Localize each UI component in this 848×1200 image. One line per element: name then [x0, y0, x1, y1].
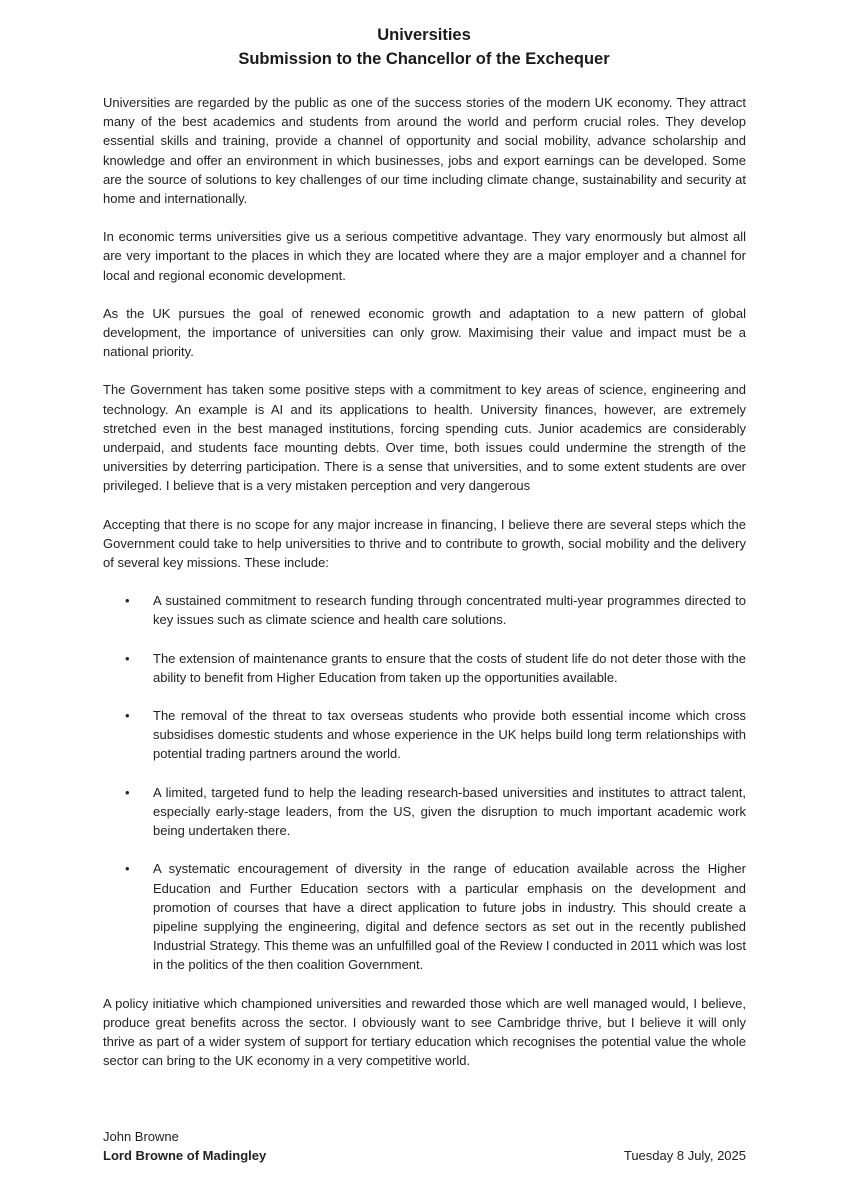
document-subtitle: Submission to the Chancellor of the Exchequer	[238, 50, 610, 68]
list-item	[103, 649, 746, 687]
bullet-icon: •	[125, 650, 130, 666]
recommendations-list	[103, 591, 746, 974]
list-item-text: The extension of maintenance grants to ensure that the costs of student life do not deter those with the ability to benefit from Higher Education from taken up the opportunities available.	[153, 650, 746, 685]
signature-block	[103, 1127, 746, 1165]
list-item-text: A sustained commitment to research funding through concentrated multi-year programmes directed to key issues such as climate science and health care solutions.	[153, 593, 746, 628]
signatory-name: John Browne	[103, 1129, 179, 1144]
list-item	[103, 859, 746, 974]
list-item	[103, 783, 746, 841]
bullet-icon: •	[125, 861, 130, 877]
signatory-title: Lord Browne of Madingley	[103, 1148, 267, 1164]
document-body	[103, 93, 746, 1089]
document-title: Universities	[377, 26, 471, 44]
list-item	[103, 706, 746, 764]
paragraph: Universities are regarded by the public as one of the success stories of the modern UK economy. They attract many of the best academics and students from around the world and perform crucial roles. They develop essential skills and training, provide a channel of opportunity and social mobility, advance scholarship and knowledge and offer an environment in which businesses, jobs and export earnings can be developed. Some are the source of solutions to key challenges of our time including climate change, sustainability and security at home and internationally.	[103, 95, 746, 207]
paragraph: Accepting that there is no scope for any major increase in financing, I believe there are several steps which the Government could take to help universities to thrive and to contribute to growth, social mobility and the delivery of several key missions. These include:	[103, 516, 746, 571]
bullet-icon: •	[125, 708, 130, 724]
signature-row	[103, 1146, 746, 1165]
list-item-text: The removal of the threat to tax overseas students who provide both essential income which cross subsidises domestic students and whose experience in the UK helps build long term relationships with potential trading partners around the world.	[153, 708, 746, 762]
closing-paragraph: A policy initiative which championed universities and rewarded those which are well managed would, I believe, produce great benefits across the sector. I obviously want to see Cambridge thrive, but I believe it will only thrive as part of a wider system of support for tertiary education which recognises the potential value the whole sector can bring to the UK economy in a very competitive world.	[103, 995, 746, 1069]
list-item	[103, 591, 746, 629]
document-date: Tuesday 8 July, 2025	[623, 1148, 746, 1164]
paragraph: As the UK pursues the goal of renewed economic growth and adaptation to a new pattern of global development, the importance of universities can only grow. Maximising their value and impact must be a national priority.	[103, 305, 746, 360]
paragraph: The Government has taken some positive steps with a commitment to key areas of science, engineering and technology. An example is AI and its applications to health. University finances, however, are extremely stretched even in the best managed institutions, forcing spending cuts. Junior academics are considerably underpaid, and students face mounting debts. Over time, both issues could undermine the strength of the universities by deterring participation. There is a sense that universities, and to some extent students are over privileged. I believe that is a very mistaken perception and very dangerous	[103, 382, 746, 494]
paragraph: In economic terms universities give us a serious competitive advantage. They vary enormously but almost all are very important to the places in which they are located where they are a major employer and a channel for local and regional economic development.	[103, 229, 746, 283]
bullet-icon: •	[125, 593, 130, 609]
list-item-text: A limited, targeted fund to help the leading research-based universities and institutes to attract talent, especially early-stage leaders, from the US, given the disruption to much important academic work being undertaken there.	[153, 784, 746, 839]
bullet-icon: •	[125, 784, 130, 800]
list-item-text: A systematic encouragement of diversity in the range of education available across the Higher Education and Further Education sectors with a particular emphasis on the development and promotion of courses that have a direct application to future jobs in industry. This should create a pipeline supplying the engineering, digital and defence sectors as set out in the recently published Industrial Strategy. This theme was an unfulfilled goal of the Review I conducted in 2011 which was lost in the politics of the then coalition Government.	[153, 861, 746, 973]
